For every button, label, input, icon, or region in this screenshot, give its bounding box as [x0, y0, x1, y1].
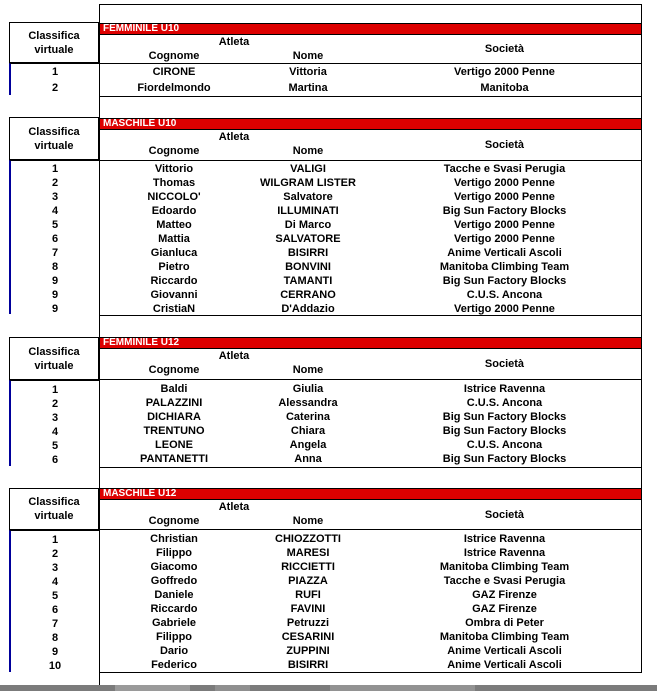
table-row [100, 246, 641, 260]
cell-cognome[interactable]: Matteo [156, 218, 192, 231]
cell-societa[interactable]: Vertigo 2000 Penne [454, 190, 555, 203]
cell-societa[interactable]: Istrice Ravenna [463, 383, 546, 396]
results-sheet [99, 4, 642, 673]
cell-rank[interactable]: 8 [51, 632, 59, 644]
table-row [100, 204, 641, 218]
cell-nome[interactable]: Anna [294, 453, 322, 466]
table-row [100, 64, 641, 80]
column-header-cognome[interactable]: Cognome [148, 144, 200, 157]
rank-header-line1: Classifica [28, 125, 80, 138]
cell-rank[interactable]: 8 [51, 261, 59, 273]
cell-societa[interactable]: GAZ Firenze [472, 589, 537, 601]
cell-rank[interactable]: 2 [51, 177, 59, 189]
cell-cognome[interactable]: Giovanni [150, 288, 198, 301]
cell-societa[interactable]: Istrice Ravenna [463, 533, 546, 545]
cell-nome[interactable]: D'Addazio [281, 302, 335, 315]
section-title-bar[interactable]: MASCHILE U12 [100, 488, 641, 500]
cell-societa[interactable]: Anime Verticali Ascoli [447, 645, 562, 657]
section-title-bar[interactable]: FEMMINILE U10 [100, 23, 641, 35]
cell-cognome[interactable]: Baldi [160, 383, 188, 396]
cell-nome[interactable]: Salvatore [283, 190, 333, 203]
table-row [100, 190, 641, 204]
table-row [100, 396, 641, 410]
cell-nome[interactable]: Angela [289, 439, 327, 452]
cell-rank[interactable]: 9 [51, 289, 59, 301]
cell-rank[interactable]: 2 [51, 548, 59, 560]
section-maschile-u10 [100, 118, 641, 316]
cell-nome[interactable]: BISIRRI [287, 659, 329, 671]
cell-societa[interactable]: Big Sun Factory Blocks [442, 204, 567, 217]
table-row [100, 630, 641, 644]
cell-nome[interactable]: Giulia [292, 383, 324, 396]
cell-societa[interactable]: Anime Verticali Ascoli [447, 246, 562, 259]
table-row [100, 424, 641, 438]
table-row [100, 218, 641, 232]
cell-societa[interactable]: Tacche e Svasi Perugia [443, 575, 566, 587]
cell-nome[interactable]: BISIRRI [287, 246, 329, 259]
rank-header-line2: virtuale [34, 43, 74, 56]
cell-cognome[interactable]: Goffredo [150, 575, 198, 587]
rank-header-line1: Classifica [28, 345, 80, 358]
cell-nome[interactable]: CHIOZZOTTI [275, 533, 341, 545]
cell-societa[interactable]: Big Sun Factory Blocks [442, 274, 567, 287]
cell-societa[interactable]: Big Sun Factory Blocks [442, 411, 567, 424]
cell-nome[interactable]: TAMANTI [283, 274, 333, 287]
table-row [100, 232, 641, 246]
table-row [100, 658, 641, 672]
cell-cognome[interactable]: PANTANETTI [139, 453, 209, 466]
results-rows [100, 380, 641, 468]
cell-societa[interactable]: Manitoba Climbing Team [439, 631, 570, 643]
cell-rank[interactable]: 5 [51, 440, 59, 452]
table-header [100, 500, 641, 530]
cell-societa[interactable]: Big Sun Factory Blocks [442, 453, 567, 466]
section-maschile-u12 [100, 488, 641, 672]
atleta-header-group [100, 130, 368, 160]
column-header-atleta[interactable]: Atleta [218, 350, 250, 363]
cell-societa[interactable]: C.U.S. Ancona [466, 288, 543, 301]
cell-rank[interactable]: 6 [51, 454, 59, 466]
cell-rank[interactable]: 1 [51, 534, 59, 546]
spacer-row [100, 468, 641, 488]
subheader-row [100, 49, 368, 63]
rank-column [9, 160, 99, 314]
cell-societa[interactable]: Anime Verticali Ascoli [447, 659, 562, 671]
column-header-cognome[interactable]: Cognome [148, 49, 200, 62]
subheader-row [100, 144, 368, 160]
cell-rank[interactable]: 9 [51, 646, 59, 658]
table-row [100, 438, 641, 452]
cell-cognome[interactable]: Pietro [158, 260, 190, 273]
cell-nome[interactable]: FAVINI [290, 603, 326, 615]
cell-societa[interactable]: Manitoba Climbing Team [439, 260, 570, 273]
cell-rank[interactable]: 7 [51, 247, 59, 259]
cell-nome[interactable]: CESARINI [281, 631, 335, 643]
subheader-row [100, 514, 368, 529]
cell-cognome[interactable]: Edoardo [151, 204, 197, 217]
cell-rank[interactable]: 10 [48, 660, 62, 672]
cell-rank[interactable]: 4 [51, 205, 59, 217]
cell-cognome[interactable]: CristiaN [152, 302, 196, 315]
cell-rank[interactable]: 2 [51, 398, 59, 410]
spacer-row [100, 316, 641, 338]
table-row [100, 546, 641, 560]
table-row [100, 602, 641, 616]
table-row [100, 80, 641, 96]
results-rows [100, 64, 641, 97]
table-row [100, 302, 641, 316]
cell-societa[interactable]: Manitoba [480, 81, 529, 94]
rank-header-line2: virtuale [34, 139, 74, 152]
column-header-atleta[interactable]: Atleta [218, 35, 250, 48]
column-header-nome[interactable]: Nome [292, 364, 324, 377]
cell-societa[interactable]: Big Sun Factory Blocks [442, 425, 567, 438]
cell-nome[interactable]: ZUPPINI [286, 645, 330, 657]
cell-rank[interactable]: 3 [51, 412, 59, 424]
cell-societa[interactable]: Vertigo 2000 Penne [454, 218, 555, 231]
cell-nome[interactable]: RUFI [295, 589, 321, 601]
table-row [100, 560, 641, 574]
cell-rank[interactable]: 4 [51, 576, 59, 588]
cell-nome[interactable]: ILLUMINATI [277, 204, 339, 217]
empty-top-row[interactable] [100, 5, 641, 23]
rank-header-line1: Classifica [28, 496, 80, 508]
cell-societa[interactable]: C.U.S. Ancona [466, 439, 543, 452]
cell-nome[interactable]: SALVATORE [275, 232, 341, 245]
cell-cognome[interactable]: Filippo [155, 631, 193, 643]
cell-societa[interactable]: Vertigo 2000 Penne [454, 65, 555, 78]
section-femminile-u10 [100, 23, 641, 97]
rank-column [9, 380, 99, 466]
cell-societa[interactable]: C.U.S. Ancona [466, 397, 543, 410]
cell-rank[interactable]: 1 [51, 384, 59, 396]
cell-rank[interactable]: 3 [51, 191, 59, 203]
rank-column-header[interactable] [9, 337, 99, 380]
rank-header-line1: Classifica [28, 29, 80, 42]
column-header-atleta[interactable]: Atleta [218, 130, 250, 143]
cell-nome[interactable]: WILGRAM LISTER [260, 176, 356, 189]
rank-column [9, 63, 99, 95]
column-header-atleta[interactable]: Atleta [218, 501, 250, 513]
cell-cognome[interactable]: Filippo [155, 547, 193, 559]
cell-rank[interactable]: 2 [51, 82, 59, 94]
section-title-bar[interactable]: MASCHILE U10 [100, 118, 641, 130]
cell-cognome[interactable]: Christian [150, 533, 198, 545]
table-row [100, 532, 641, 546]
cell-cognome[interactable]: Riccardo [150, 603, 198, 615]
cell-nome[interactable]: Caterina [285, 411, 331, 424]
cell-cognome[interactable]: Gabriele [151, 617, 197, 629]
results-rows [100, 161, 641, 316]
cell-cognome[interactable]: PALAZZINI [145, 397, 203, 410]
atleta-header-group [100, 500, 368, 529]
cell-nome[interactable]: Vittoria [289, 65, 327, 78]
window-edge [0, 685, 657, 691]
cell-cognome[interactable]: Federico [151, 659, 197, 671]
cell-rank[interactable]: 9 [51, 303, 59, 314]
cell-societa[interactable]: Vertigo 2000 Penne [454, 302, 555, 315]
cell-societa[interactable]: Ombra di Peter [465, 617, 544, 629]
cell-cognome[interactable]: Mattia [158, 232, 190, 245]
cell-cognome[interactable]: Riccardo [150, 274, 198, 287]
cell-cognome[interactable]: Gianluca [150, 246, 198, 259]
cell-societa[interactable]: Vertigo 2000 Penne [454, 176, 555, 189]
cell-rank[interactable]: 3 [51, 562, 59, 574]
table-row [100, 452, 641, 466]
cell-rank[interactable]: 4 [51, 426, 59, 438]
cell-nome[interactable]: Alessandra [278, 397, 338, 410]
section-title-bar[interactable]: FEMMINILE U12 [100, 337, 641, 349]
spacer-row [100, 97, 641, 118]
cell-cognome[interactable]: Daniele [154, 589, 194, 601]
results-rows [100, 530, 641, 672]
cell-cognome[interactable]: DICHIARA [147, 411, 201, 424]
cell-societa[interactable]: Istrice Ravenna [463, 547, 546, 559]
cell-societa[interactable]: Manitoba Climbing Team [439, 561, 570, 573]
cell-nome[interactable]: MARESI [286, 547, 330, 559]
cell-rank[interactable]: 1 [51, 163, 59, 175]
table-header [100, 349, 641, 380]
table-row [100, 616, 641, 630]
cell-cognome[interactable]: Vittorio [154, 162, 194, 175]
table-row [100, 162, 641, 176]
cell-nome[interactable]: Martina [288, 81, 328, 94]
cell-cognome[interactable]: LEONE [155, 439, 193, 452]
cell-rank[interactable]: 1 [51, 66, 59, 78]
table-row [100, 410, 641, 424]
column-header-cognome[interactable]: Cognome [148, 364, 200, 377]
table-header [100, 130, 641, 161]
subheader-row [100, 363, 368, 379]
rank-header-line2: virtuale [34, 359, 74, 372]
table-row [100, 260, 641, 274]
table-row [100, 274, 641, 288]
cell-nome[interactable]: CERRANO [280, 288, 336, 301]
cell-nome[interactable]: VALIGI [290, 162, 326, 175]
cell-nome[interactable]: Petruzzi [286, 617, 330, 629]
rank-column [9, 530, 99, 672]
cell-societa[interactable]: Tacche e Svasi Perugia [443, 162, 566, 175]
table-row [100, 382, 641, 396]
cell-nome[interactable]: BONVINI [285, 260, 331, 273]
cell-rank[interactable]: 9 [51, 275, 59, 287]
column-header-societa[interactable]: Società [484, 358, 525, 371]
cell-cognome[interactable]: TRENTUNO [143, 425, 205, 438]
table-row [100, 176, 641, 190]
column-header-cognome[interactable]: Cognome [148, 515, 200, 527]
rank-column-header[interactable] [9, 117, 99, 160]
cell-nome[interactable]: RICCIETTI [281, 561, 335, 573]
cell-nome[interactable]: Di Marco [284, 218, 332, 231]
cell-rank[interactable]: 5 [51, 219, 59, 231]
cell-rank[interactable]: 6 [51, 233, 59, 245]
column-header-societa[interactable]: Società [484, 42, 525, 55]
cell-cognome[interactable]: Dario [159, 645, 189, 657]
table-row [100, 288, 641, 302]
column-header-nome[interactable]: Nome [292, 515, 324, 527]
cell-societa[interactable]: GAZ Firenze [472, 603, 537, 615]
cell-nome[interactable]: PIAZZA [288, 575, 328, 587]
table-row [100, 644, 641, 658]
cell-cognome[interactable]: Thomas [152, 176, 196, 189]
rank-column-header[interactable] [9, 488, 99, 530]
cell-cognome[interactable]: Fiordelmondo [137, 81, 211, 94]
cell-cognome[interactable]: CIRONE [152, 65, 196, 78]
column-header-societa[interactable]: Società [484, 508, 525, 521]
column-header-nome[interactable]: Nome [292, 49, 324, 62]
table-header [100, 35, 641, 64]
cell-societa[interactable]: Vertigo 2000 Penne [454, 232, 555, 245]
cell-cognome[interactable]: Giacomo [150, 561, 198, 573]
atleta-header-group [100, 349, 368, 379]
cell-rank[interactable]: 5 [51, 590, 59, 602]
atleta-header-group [100, 35, 368, 63]
section-femminile-u12 [100, 337, 641, 468]
cell-nome[interactable]: Chiara [290, 425, 326, 438]
column-header-societa[interactable]: Società [484, 138, 525, 151]
table-row [100, 574, 641, 588]
cell-rank[interactable]: 6 [51, 604, 59, 616]
table-row [100, 588, 641, 602]
rank-column-header[interactable] [9, 22, 99, 63]
rank-header-line2: virtuale [34, 510, 74, 522]
cell-rank[interactable]: 7 [51, 618, 59, 630]
column-header-nome[interactable]: Nome [292, 144, 324, 157]
cell-cognome[interactable]: NICCOLO' [147, 190, 201, 203]
